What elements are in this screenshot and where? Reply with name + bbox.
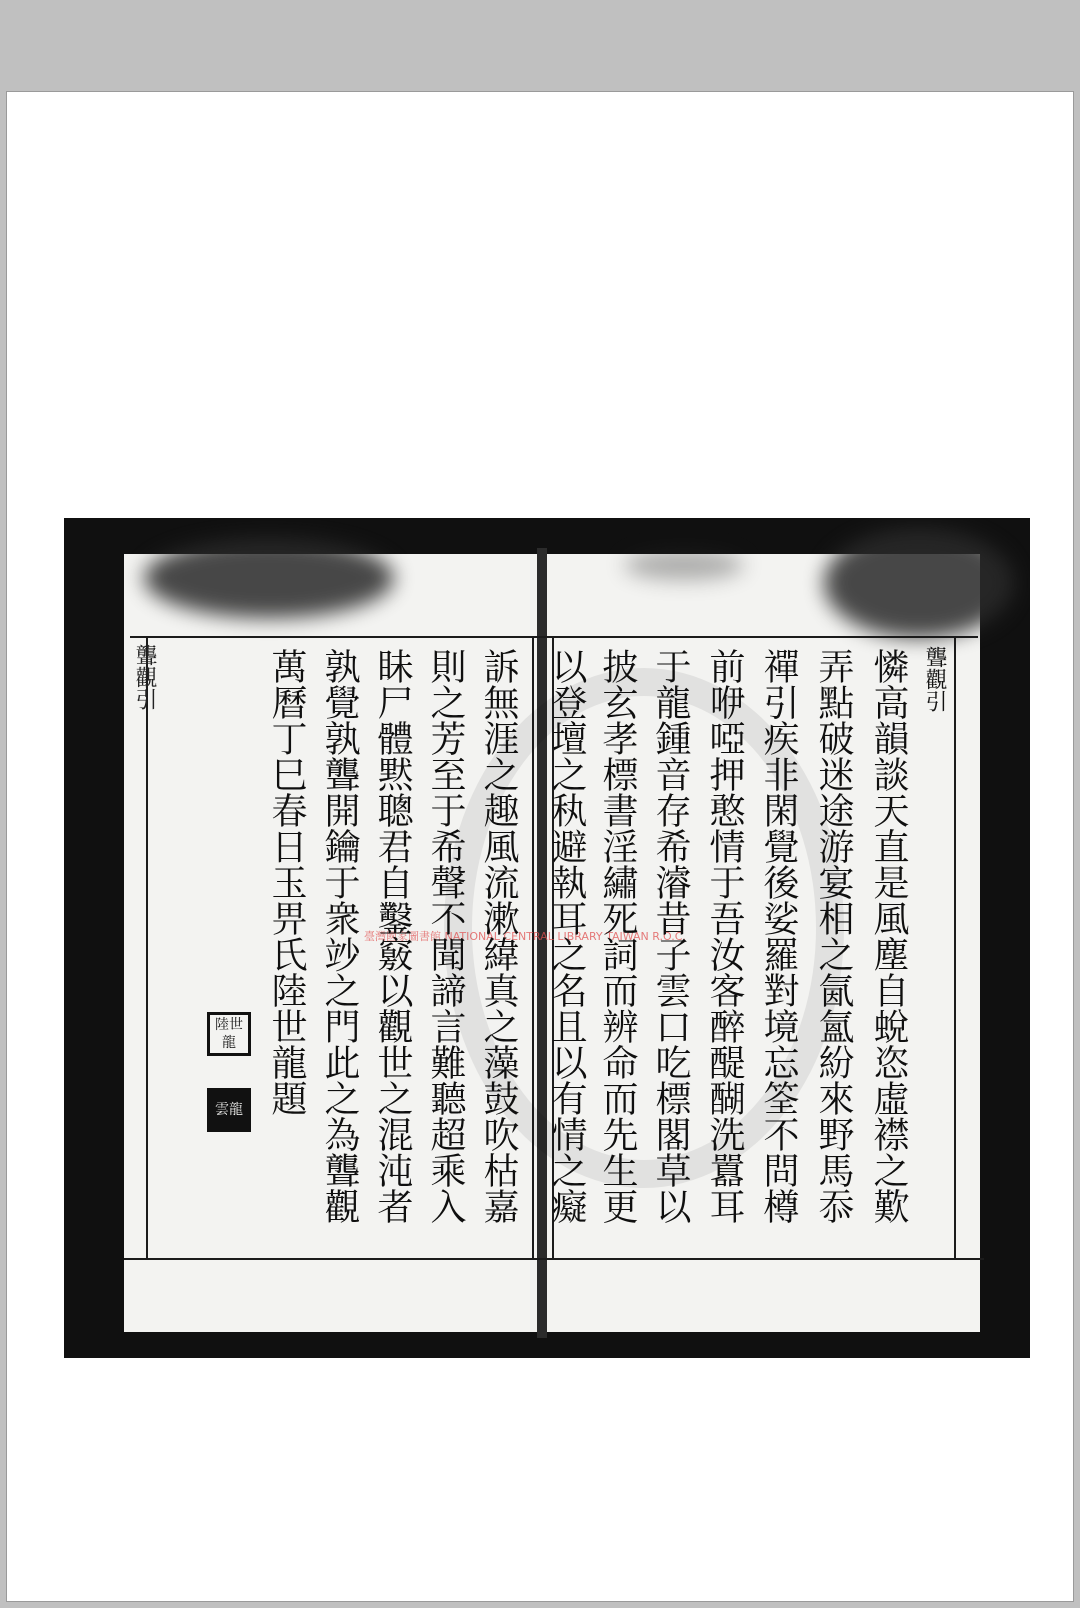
text-column: 則之芳至于希聲不聞諦言難聽超乘入 <box>425 648 466 1224</box>
text-column: 憐高韻談天直是風塵自蛻恣虛襟之歎 <box>868 648 909 1224</box>
page-border-right <box>954 636 956 1258</box>
text-column: 披玄孝標書淫繡死詞而辨命而先生更 <box>597 648 638 1224</box>
page-border-left <box>146 636 148 1258</box>
top-bar <box>0 0 1080 91</box>
text-column: 于龍鍾音存希濬昔子雲口吃標閣草以 <box>650 648 691 1224</box>
text-column: 訴無涯之趣風流漱緯真之藻鼓吹枯嘉 <box>478 648 519 1224</box>
folio-title: 聾觀引 <box>132 644 157 710</box>
text-column: 眛尸體黙聰君自鑿竅以觀世之混沌者 <box>372 648 413 1224</box>
text-column: 孰覺孰聾開鑰于衆竗之門此之為聾觀 <box>319 648 360 1224</box>
stain <box>624 550 744 580</box>
signature-column: 萬曆丁巳春日玉畀氏陸世龍題 <box>266 648 307 1116</box>
text-column: 前咿啞押憨情于吾汝客醉醍醐洗囂耳 <box>704 648 745 1224</box>
text-column: 禪引疾非閑覺後娑羅對境忘筌不問樽 <box>758 648 799 1224</box>
page-border-top <box>130 636 978 638</box>
library-watermark: 臺灣國家圖書館 NATIONAL CENTRAL LIBRARY TAIWAN R.O.C. <box>364 930 686 943</box>
header-title: 聾觀引 <box>922 646 947 712</box>
text-column: 以登壇之秇避執耳之名且以有情之癡 <box>546 648 587 1224</box>
stain <box>824 528 1014 638</box>
image-frame <box>6 91 1074 1602</box>
stain <box>144 538 394 618</box>
page-border-bottom <box>124 1258 984 1260</box>
seal-stamp: 陸世龍 <box>207 1012 251 1056</box>
text-column: 弄點破迷途游宴相之氤氳紛來野馬忝 <box>813 648 854 1224</box>
seal-stamp: 雲龍 <box>207 1088 251 1132</box>
book-scan <box>64 518 1030 1358</box>
